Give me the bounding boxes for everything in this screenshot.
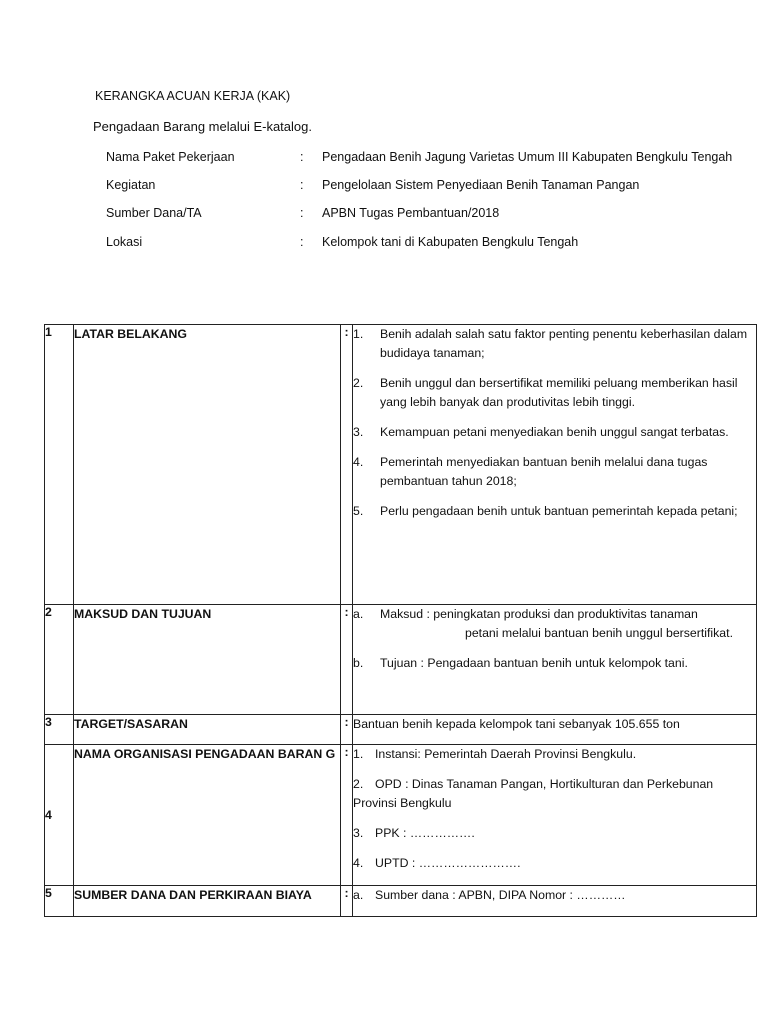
list-item (353, 854, 756, 873)
list-item (353, 886, 756, 905)
item-text: Benih adalah salah satu faktor penting penentu keberhasilan dalam budidaya tanaman; (380, 327, 748, 360)
row-number: 4 (45, 745, 74, 886)
item-text: Instansi: Pemerintah Daerah Provinsi Bengkulu. (375, 747, 637, 761)
row-heading: LATAR BELAKANG (74, 325, 341, 605)
document-title: KERANGKA ACUAN KERJA (KAK) (95, 89, 291, 103)
info-row-lokasi (106, 235, 756, 253)
row-number: 2 (45, 605, 74, 715)
row-content (353, 745, 757, 886)
item-number: 5. (353, 504, 364, 518)
row-content (353, 886, 757, 917)
info-colon: : (300, 206, 304, 220)
row-number: 1 (45, 325, 74, 605)
info-value: Pengadaan Benih Jagung Varietas Umum III Kabupaten Bengkulu Tengah (322, 150, 733, 164)
list-item (353, 654, 756, 673)
row-text: Bantuan benih kepada kelompok tani sebanyak 105.655 ton (353, 717, 680, 731)
info-value: APBN Tugas Pembantuan/2018 (322, 206, 500, 220)
row-heading: MAKSUD DAN TUJUAN (74, 605, 341, 715)
list-item (353, 502, 756, 521)
list-item (353, 325, 756, 363)
table-row (45, 745, 757, 886)
table-row (45, 605, 757, 715)
table-row (45, 886, 757, 917)
item-number: 3. (353, 826, 364, 840)
item-number: a. (353, 888, 364, 902)
info-value: Pengelolaan Sistem Penyediaan Benih Tanaman Pangan (322, 178, 640, 192)
row-content (353, 715, 757, 745)
row-content (353, 605, 757, 715)
item-text: Perlu pengadaan benih untuk bantuan pemerintah kepada petani; (380, 504, 738, 518)
list-item (353, 374, 756, 412)
list-item (353, 423, 756, 442)
kak-table (44, 324, 757, 917)
item-text: Tujuan : Pengadaan bantuan benih untuk kelompok tani. (380, 656, 688, 670)
item-number: 1. (353, 327, 364, 341)
info-label: Lokasi (106, 235, 143, 249)
info-value: Kelompok tani di Kabupaten Bengkulu Tengah (322, 235, 579, 249)
list-item (353, 453, 756, 491)
item-number: 4. (353, 455, 364, 469)
item-number: b. (353, 656, 364, 670)
row-colon: : (341, 745, 353, 886)
row-heading: NAMA ORGANISASI PENGADAAN BARAN G (74, 745, 341, 886)
row-colon: : (341, 715, 353, 745)
list-item (353, 824, 756, 843)
item-number: 4. (353, 856, 364, 870)
info-colon: : (300, 235, 304, 249)
list-item (353, 745, 756, 764)
item-number: 1. (353, 747, 364, 761)
item-number: 3. (353, 425, 364, 439)
info-row-kegiatan (106, 178, 756, 196)
item-text: Maksud : peningkatan produksi dan produktivitas tanaman (380, 607, 698, 621)
item-text: OPD : Dinas Tanaman Pangan, Hortikulturan dan Perkebunan Provinsi Bengkulu (353, 777, 714, 810)
info-row-paket (106, 150, 756, 168)
table-row (45, 715, 757, 745)
info-label: Sumber Dana/TA (106, 206, 202, 220)
table-row (45, 325, 757, 605)
info-label: Kegiatan (106, 178, 156, 192)
item-number: a. (353, 607, 364, 621)
item-text: PPK : ……………. (375, 826, 475, 840)
info-colon: : (300, 150, 304, 164)
item-text-continuation: petani melalui bantuan benih unggul bersertifikat. (465, 626, 733, 640)
info-row-sumber-dana (106, 206, 756, 224)
item-text: Benih unggul dan bersertifikat memiliki peluang memberikan hasil yang lebih banyak dan produtivitas lebih tinggi. (380, 376, 738, 409)
item-number: 2. (353, 376, 364, 390)
item-text: Pemerintah menyediakan bantuan benih melalui dana tugas pembantuan tahun 2018; (380, 455, 708, 488)
document-subtitle: Pengadaan Barang melalui E-katalog. (93, 119, 312, 134)
item-text: UPTD : ……………………. (375, 856, 521, 870)
item-number: 2. (353, 777, 364, 791)
info-label: Nama Paket Pekerjaan (106, 150, 235, 164)
row-colon: : (341, 325, 353, 605)
row-heading: SUMBER DANA DAN PERKIRAAN BIAYA (74, 886, 341, 917)
row-heading: TARGET/SASARAN (74, 715, 341, 745)
info-colon: : (300, 178, 304, 192)
row-number: 3 (45, 715, 74, 745)
row-content (353, 325, 757, 605)
list-item (353, 775, 756, 813)
row-number: 5 (45, 886, 74, 917)
item-text: Kemampuan petani menyediakan benih unggul sangat terbatas. (380, 425, 729, 439)
list-item (353, 605, 756, 643)
row-colon: : (341, 886, 353, 917)
row-colon: : (341, 605, 353, 715)
item-text: Sumber dana : APBN, DIPA Nomor : ………… (375, 888, 626, 902)
